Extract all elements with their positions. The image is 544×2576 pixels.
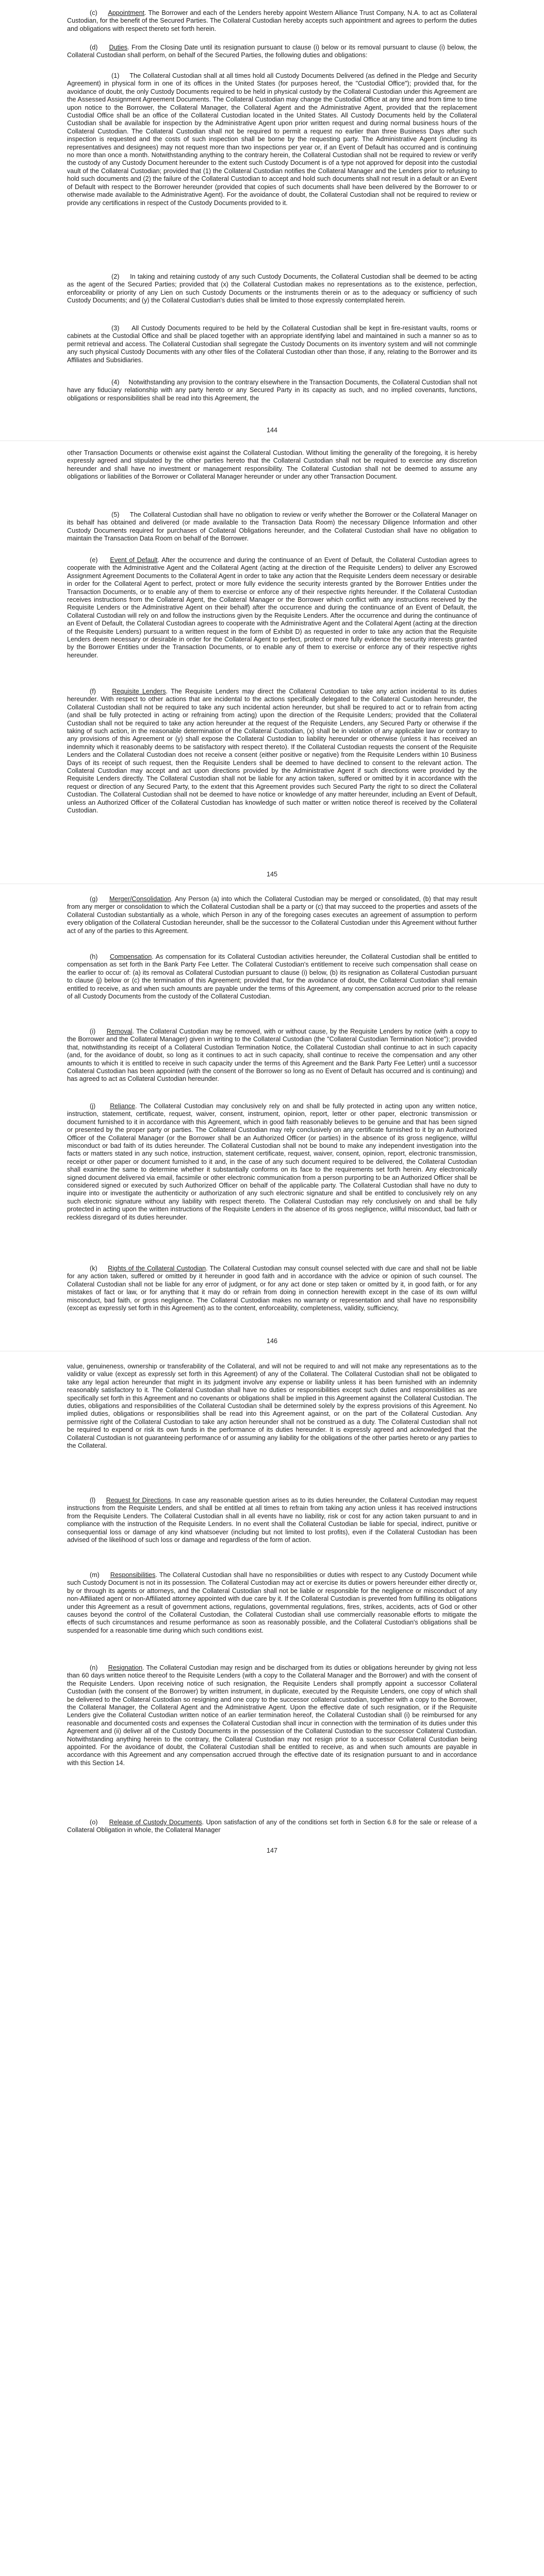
heading-request-for-directions: Request for Directions	[106, 1497, 171, 1504]
page-number: 144	[266, 427, 277, 434]
paragraph-compensation: (h) Compensation. As compensation for its Collateral Custodian activities hereunder, the Collateral Custodian shall be entitled to compensation as set forth in the Bank Party Fee Letter. The Collateral Custodian's entitlement to receive such compensation shall cease on the earlier to occur of: (a) its removal as Collateral Custodian pursuant to clause (i) below, (b) its resignation as Collateral Custodian pursuant to clause (j) below or (c) the termination of this Agreement; provided that, for the avoidance of doubt, the Collateral Custodian shall remain entitled to receive, as and when such amounts are payable under the terms of this Agreement, any compensation accrued prior to the release of all Custody Documents from the custody of the Collateral Custodian.	[67, 953, 477, 1001]
paragraph-duties-5: (5) The Collateral Custodian shall have no obligation to review or verify whether the Borrower or the Collateral Manager on its behalf has obtained and delivered (or made available to the Transaction Data Room) the necessary Diligence Information and other Custody Documents required for purchases of Collateral Obligations hereunder, and the Collateral Custodian shall have no obligation to maintain the Transaction Data Room on behalf of the Borrower.	[67, 511, 477, 543]
heading-rights-of-collateral-custodian: Rights of the Collateral Custodian	[108, 1265, 206, 1272]
paragraph-duties-3: (3) All Custody Documents required to be held by the Collateral Custodian shall be kept in fire-resistant vaults, rooms or cabinets at the Custodial Office and shall be placed together with an appropriate identifying label and maintained in such a manner so as to permit retrieval and access. The Collateral Custodian shall segregate the Custody Documents on its inventory system and will not commingle any such physical Custody Documents with any other files of the Collateral Custodian other than those, if any, relating to the Borrower and its Affiliates and Subsidiaries.	[67, 325, 477, 364]
heading-event-of-default: Event of Default	[110, 556, 158, 564]
paragraph-appointment: (c) Appointment. The Borrower and each of the Lenders hereby appoint Western Alliance Trust Company, N.A. to act as Collateral Custodian, for the benefit of the Secured Parties. The Collateral Custodian hereby accepts such appointment and agrees to perform the duties and obligations with respect thereto set forth herein.	[67, 9, 477, 32]
paragraph-event-of-default: (e) Event of Default. After the occurrence and during the continuance of an Event of Default, the Collateral Custodian agrees to cooperate with the Administrative Agent and the Collateral Agent (acting at the direction of the Requisite Lenders) to deliver any Escrowed Assignment Agreement Documents to the Collateral Agent in order to take any action that the Requisite Lenders deem necessary or desirable in order for the Collateral Agent to perfect, protect or more fully evidence the security interests granted by the Borrower Entities under the Transaction Documents, or to enable any of them to exercise or enforce any of their respective rights hereunder. If the Collateral Custodian receives instructions from the Collateral Agent, the Collateral Manager or the Borrower which conflict with any instructions received by the Requisite Lenders or the Administrative Agent on their behalf) after the occurrence and during the continuance of an Event of Default, the Collateral Custodian will rely on and follow the instructions given by the Requisite Lenders. After the occurrence and during the continuance of an Event of Default, the Collateral Custodian agrees to cooperate with the Administrative Agent and the Collateral Agent (acting at the direction of the Requisite Lenders) pursuant to a written request in the form of Exhibit D) as requested in order to take any action that the Requisite Lenders deem necessary or desirable in order for the Collateral Agent to perfect, protect or more fully evidence the security interests granted by the Borrower Entities under the Transaction Documents, or to enable any of them to exercise or enforce any of their respective rights hereunder.	[67, 556, 477, 659]
paragraph-request-for-directions: (l) Request for Directions. In case any reasonable question arises as to its duties hereunder, the Collateral Custodian may request instructions from the Requisite Lenders, and shall be entitled at all times to refrain from taking any action unless it has received instructions from the Requisite Lenders. The Collateral Custodian shall in all events have no liability, risk or cost for any action taken pursuant to and in compliance with the instruction of the Requisite Lenders. In no event shall the Collateral Custodian be liable for special, indirect, punitive or consequential loss or damage of any kind whatsoever (including but not limited to lost profits), even if the Collateral Custodian has been advised of the likelihood of such loss or damage and regardless of the form of action.	[67, 1497, 477, 1544]
heading-reliance: Reliance	[110, 1103, 136, 1110]
page-divider	[0, 440, 544, 441]
paragraph-duties-4: (4) Notwithstanding any provision to the contrary elsewhere in the Transaction Documents, the Collateral Custodian shall not have any fiduciary relationship with any party hereto or any Secured Party in its capacity as such, and no implied covenants, functions, obligations or responsibilities shall be read into this Agreement, the	[67, 379, 477, 402]
paragraph-duties: (d) Duties. From the Closing Date until its resignation pursuant to clause (i) below or its removal pursuant to clause (i) below, the Collateral Custodian shall perform, on behalf of the Secured Parties, the following duties and obligations:	[67, 44, 477, 59]
heading-duties: Duties	[109, 44, 128, 51]
heading-responsibilities: Responsibilities	[110, 1571, 156, 1579]
paragraph-responsibilities: (m) Responsibilities. The Collateral Custodian shall have no responsibilities or duties with respect to any Custody Document while such Custody Document is not in its possession. The Collateral Custodian may act or exercise its duties or powers hereunder either directly or, by or through its agents or attorneys, and the Collateral Custodian shall not be liable or responsible for the negligence or misconduct of any non-Affiliated agent or non-Affiliated attorney appointed with due care by it. If the Collateral Custodian is prevented from fulfilling its obligations under this Agreement as a result of government actions, regulations, governmental regulations, fires, strikes, accidents, acts of God or other causes beyond the control of the Collateral Custodian, the Collateral Custodian shall use commercially reasonable efforts to mitigate the effects of such circumstances and resume performance as soon as reasonably possible, and the Collateral Custodian's obligations shall be suspended for a reasonable time during which such conditions exist.	[67, 1571, 477, 1634]
heading-removal: Removal	[106, 1028, 133, 1035]
paragraph-removal: (i) Removal. The Collateral Custodian may be removed, with or without cause, by the Requisite Lenders by notice (with a copy to the Borrower and the Collateral Manager) given in writing to the Collateral Custodian (the "Collateral Custodian Termination Notice"); provided that, notwithstanding its receipt of a Collateral Custodian Termination Notice, the Collateral Custodian shall continue to act in such capacity (and, for the avoidance of doubt, so long as it continues to act in such capacity, shall continue to receive the compensation and any other amounts to which it is entitled to receive in such capacity under the terms of this Agreement and the Bank Party Fee Letter) until a successor Collateral Custodian has been appointed (with the consent of the Borrower so long as no Event of Default has occurred and is continuing) and has agreed to act as Collateral Custodian hereunder.	[67, 1028, 477, 1083]
paragraph-resignation: (n) Resignation. The Collateral Custodian may resign and be discharged from its duties or obligations hereunder by giving not less than 60 days written notice thereof to the Requisite Lenders (with a copy to the Collateral Manager and the Borrower) and with the consent of the Requisite Lenders. Upon receiving notice of such resignation, the Requisite Lenders shall promptly appoint a successor Collateral Custodian (with the consent of the Borrower) by written instrument, in duplicate, executed by the Requisite Lenders, one copy of which shall be delivered to the Collateral Custodian so resigning and one copy to the successor collateral custodian, together with a copy to the Borrower, the Collateral Manager, the Collateral Agent and the Administrative Agent. Upon the effective date of such resignation, or if the Requisite Lenders give the Collateral Custodian written notice of an earlier termination hereof, the Collateral Custodian shall (i) be reimbursed for any reasonable and documented costs and expenses the Collateral Custodian shall incur in connection with the termination of its duties under this Agreement and (ii) deliver all of the Custody Documents in the possession of the Collateral Custodian to the successor Collateral Custodian. Notwithstanding anything herein to the contrary, the Collateral Custodian may not resign prior to a successor Collateral Custodian being appointed. For the avoidance of doubt, the Collateral Custodian shall be entitled to receive, as and when such amounts are payable in accordance with this Agreement and any compensation accrued through the effective date of its resignation pursuant to and in accordance with this Section 14.	[67, 1664, 477, 1767]
paragraph-duties-2: (2) In taking and retaining custody of any such Custody Documents, the Collateral Custodian shall be deemed to be acting as the agent of the Secured Parties; provided that (x) the Collateral Custodian makes no representations as to the existence, perfection, enforceability or priority of any Lien on such Custody Documents or the instruments therein or as to the adequacy or sufficiency of such Custody Documents; and (y) the Collateral Custodian's duties shall be limited to those expressly contemplated herein.	[67, 273, 477, 304]
paragraph-requisite-lenders: (f) Requisite Lenders. The Requisite Lenders may direct the Collateral Custodian to take any action incidental to its duties hereunder. With respect to other actions that are incidental to the actions specifically delegated to the Collateral Custodian hereunder, the Collateral Custodian shall not be required to take any such incidental action hereunder, but shall be required to act or to refrain from acting (and shall be fully protected in acting or refraining from acting) upon the direction of the Requisite Lenders; provided that the Collateral Custodian shall not be required to take any action hereunder at the request of the Requisite Lenders, any Secured Party or otherwise if the taking of such action, in the reasonable determination of the Collateral Custodian, (x) shall be in violation of any applicable law or contrary to any provisions of this Agreement or (y) shall expose the Collateral Custodian to liability hereunder or otherwise (unless it has received an indemnity which it reasonably deems to be satisfactory with respect thereto). If the Collateral Custodian requests the consent of the Requisite Lenders and the Collateral Custodian does not receive a consent (either positive or negative) from the Requisite Lenders within 10 Business Days of its receipt of such request, then the Requisite Lenders shall be deemed to have declined to consent to the relevant action. The Collateral Custodian may accept and act upon directions provided by the Administrative Agent if such directions were provided by the Requisite Lenders directly. The Collateral Custodian shall not be liable for any action taken, suffered or omitted by it in accordance with the request or direction of any Secured Party, to the extent that this Agreement provides such Secured Party the right to so direct the Collateral Custodian. The Collateral Custodian shall not be deemed to have notice or knowledge of any matter hereunder, including an Event of Default, unless an Authorized Officer of the Collateral Custodian has knowledge of such matter or written notice thereof is received by the Collateral Custodian.	[67, 688, 477, 815]
paragraph-rights-continued: value, genuineness, ownership or transferability of the Collateral, and will not be required to and will not make any representations as to the validity or value (except as expressly set forth in this Agreement) of any of the Collateral. The Collateral Custodian shall not be obligated to take any legal action hereunder that might in its judgment involve any expense or liability unless it has been furnished with an indemnity reasonably satisfactory to it. The Collateral Custodian shall have no duties or responsibilities except such duties and responsibilities as are specifically set forth in this Agreement and no covenants or obligations shall be implied in this Agreement against the Collateral Custodian. The duties, obligations and responsibilities of the Collateral Custodian shall be determined solely by the express provisions of this Agreement. No implied duties, obligations or responsibilities shall be read into this Agreement against, or on the part of the Collateral Custodian. Any permissive right of the Collateral Custodian to take any action hereunder shall not be construed as a duty. The Collateral Custodian shall not be required to expend or risk its own funds in the performance of its duties hereunder. It is expressly agreed and acknowledged that the Collateral Custodian is not guaranteeing performance of or assuming any liability for the obligations of the other parties hereto or any parties to the Collateral.	[67, 1363, 477, 1450]
paragraph-duties-4-continued: other Transaction Documents or otherwise exist against the Collateral Custodian. Without limiting the generality of the foregoing, it is hereby expressly agreed and stipulated by the other parties hereto that the Collateral Custodian shall not be required to exercise any discretion hereunder and shall have no investment or management responsibility. The Collateral Custodian shall not be deemed to assume any obligations or liabilities of the Borrower or Collateral Manager hereunder or under any other Transaction Document.	[67, 449, 477, 481]
heading-compensation: Compensation	[109, 953, 152, 960]
page-number: 147	[266, 1847, 277, 1854]
paragraph-duties-1: (1) The Collateral Custodian shall at all times hold all Custody Documents Delivered (as defined in the Pledge and Security Agreement) in physical form in one of its offices in the United States (for purposes hereof, the "Custodial Office"); provided that, for the avoidance of doubt, the only Custody Documents required to be held in physical custody by the Collateral Custodian under this Agreement are the Assessed Assignment Agreement Documents. The Collateral Custodian may change the Custodial Office at any time and from time to time upon notice to the Borrower, the Collateral Manager, the Collateral Agent and the Administrative Agent, provided that the replacement Custodial Office shall be an office of the Collateral Custodian located in the United States. All Custody Documents held by the Collateral Custodian shall be available for inspection by the Administrative Agent upon prior written request and during normal business hours of the Collateral Custodian. The Collateral Custodian shall not be required to permit a request no earlier than three Business Days after such inspection is requested and the costs of such inspection shall be borne by the requesting party. The Administrative Agent (including its representatives and designees) may not request more than two inspections per year or, if an Event of Default has occurred and is continuing no more than once a month. Notwithstanding anything to the contrary herein, the Collateral Custodian shall not be required to review or verify the custody of any Custody Document hereunder to the extent such Custody Document is of a type not approved for deposit into the custodial vault of the Collateral Custodian; provided that (1) the Collateral Custodian notifies the Collateral Manager and the Lenders prior to refusing to hold such documents and (2) the failure of the Collateral Custodian to accept and hold such documents shall not result in a default or an Event of Default with respect to the Borrower hereunder (provided that copies of such documents shall have been delivered by the Borrower to or otherwise made available to the Administrative Agent). For the avoidance of doubt, the Collateral Custodian shall not be required to review or provide any certifications in respect of the Custody Documents provided to it.	[67, 72, 477, 207]
heading-appointment: Appointment	[108, 9, 145, 16]
heading-requisite-lenders: Requisite Lenders	[112, 688, 166, 695]
heading-resignation: Resignation	[108, 1664, 143, 1671]
paragraph-release-of-custody-documents: (o) Release of Custody Documents. Upon satisfaction of any of the conditions set forth in Section 6.8 for the sale or release of a Collateral Obligation in whole, the Collateral Manager	[67, 1819, 477, 1834]
paragraph-rights-of-collateral-custodian: (k) Rights of the Collateral Custodian. The Collateral Custodian may consult counsel selected with due care and shall not be liable for any action taken, suffered or omitted by it hereunder in good faith and in accordance with the advice or opinion of such counsel. The Collateral Custodian shall not be liable for any error of judgment, or for any act done or step taken or omitted by it, in good faith, or for any mistakes of fact or law, or for anything that it may do or refrain from doing in connection herewith except in the case of its own willful misconduct, bad faith, or gross negligence. The Collateral Custodian makes no warranty or representation and shall have no responsibility (except as expressly set forth in this Agreement) as to the content, enforceability, completeness, validity, sufficiency,	[67, 1265, 477, 1312]
page-number: 145	[266, 871, 277, 878]
heading-merger-consolidation: Merger/Consolidation	[109, 895, 171, 903]
paragraph-reliance: (j) Reliance. The Collateral Custodian may conclusively rely on and shall be fully protected in acting upon any written notice, instruction, statement, certificate, request, waiver, consent, instrument, opinion, report, letter or other paper, electronic transmission or document furnished to it in accordance with this Agreement, which in good faith reasonably believes to be genuine and that has been signed or presented by the proper party or parties. The Collateral Custodian may rely conclusively on any certificate furnished to it by an Authorized Officer of the Collateral Manager (or the Borrower shall be an Authorized Officer (or parties) in the absence of its gross negligence, willful misconduct or bad faith of its duties hereunder. The Collateral Custodian shall not be bound to make any independent investigation into the facts or matters stated in any such notice, instruction, statement certificate, request, waiver, consent, opinion, report, electronic transmission, receipt or other paper or document furnished to it and, in the case of any such document required to be delivered, the Collateral Custodian shall examine the same to determine whether it substantially conforms on its face to the requirements set forth herein. Any electronically signed document delivered via email, facsimile or other electronic communication from a person purporting to be an Authorized Officer shall be considered signed or executed by such Authorized Officer on behalf of the applicable party. The Collateral Custodian shall have no duty to inquire into or investigate the authenticity or authorization of any such electronic signature and shall be entitled to conclusively rely on any such electronic signature without any liability with respect thereto. The Collateral Custodian may rely conclusively on and shall be fully protected in acting upon the written instructions of the Requisite Lenders in the absence of its gross negligence, willful misconduct, bad faith or reckless disregard of its duties hereunder.	[67, 1103, 477, 1221]
heading-release-of-custody-documents: Release of Custody Documents	[109, 1819, 202, 1826]
page-number: 146	[266, 1337, 277, 1345]
paragraph-merger-consolidation: (g) Merger/Consolidation. Any Person (a) into which the Collateral Custodian may be merged or consolidated, (b) that may result from any merger or consolidation to which the Collateral Custodian shall be a party or (c) that may succeed to the properties and assets of the Collateral Custodian substantially as a whole, which Person in any of the foregoing cases executes an agreement of assumption to perform every obligation of the Collateral Custodian hereunder, shall be the successor to the Collateral Custodian under this Agreement without further act of any of the parties to this Agreement.	[67, 895, 477, 935]
